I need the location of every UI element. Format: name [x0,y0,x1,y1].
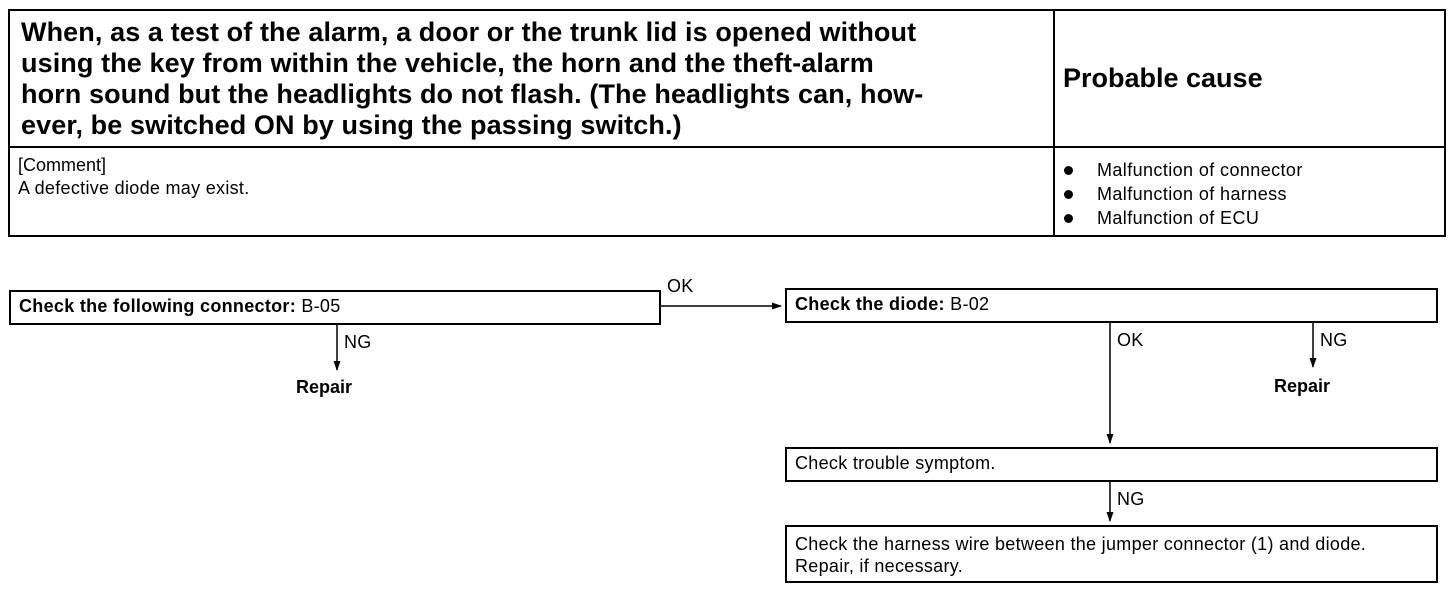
comment-cell [10,148,1055,235]
comment-text: A defective diode may exist. [18,178,250,198]
probable-cause-header-cell [1055,11,1444,148]
check-symptom-box: Check trouble symptom. [785,447,1438,482]
list-item [1064,206,1303,230]
bullet-icon [1064,214,1073,223]
connector-code: B-05 [301,296,341,316]
check-diode-label: Check the diode: [795,294,945,314]
check-connector-box [9,290,661,325]
probable-cause-heading: Probable cause [1063,63,1263,93]
ng-label-diode: NG [1320,330,1348,350]
check-diode-box [785,288,1438,323]
ok-label-diode: OK [1117,330,1144,350]
bullet-icon [1064,166,1073,175]
diode-code: B-02 [950,294,990,314]
symptom-table [8,9,1446,237]
cause-text: Malfunction of ECU [1097,208,1260,228]
symptom-cell [10,11,1055,148]
bullet-icon [1064,190,1073,199]
symptom-title: When, as a test of the alarm, a door or the trunk lid is opened without using the key from within the vehicle, the horn and the theft-alarm horn sound but the headlights do not flash. (The headlights can, how- ever, be switched ON by using the passing switch.) [21,17,924,140]
list-item [1064,158,1303,182]
ng-label-connector: NG [344,332,372,352]
repair-label-diode: Repair [1274,376,1331,396]
probable-cause-list-cell [1055,148,1444,235]
cause-text: Malfunction of harness [1097,184,1287,204]
check-connector-label: Check the following connector: [19,296,297,316]
check-harness-box: Check the harness wire between the jumper connector (1) and diode. Repair, if necessary. [785,525,1438,583]
comment-label: [Comment] [18,155,107,175]
ng-label-symptom: NG [1117,489,1145,509]
list-item [1064,182,1303,206]
ok-label-connector: OK [667,276,694,296]
repair-label-connector: Repair [296,377,353,397]
cause-text: Malfunction of connector [1097,160,1303,180]
probable-cause-list [1064,158,1303,230]
